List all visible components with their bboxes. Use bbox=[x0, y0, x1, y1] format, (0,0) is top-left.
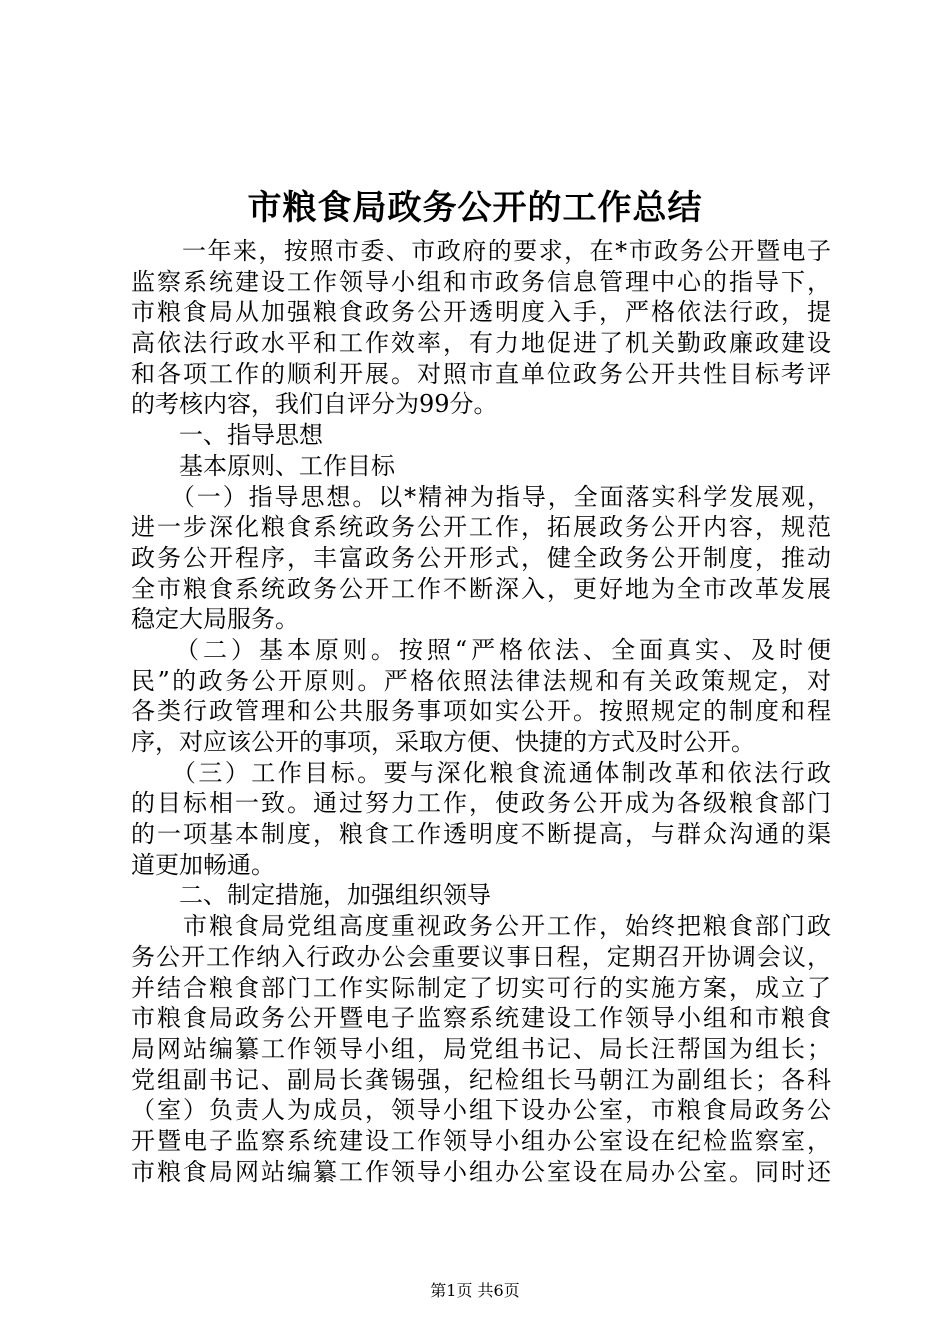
text-line: 局网站编纂工作领导小组，局党组书记、局长汪帮国为组长； bbox=[131, 1034, 831, 1063]
text-line: 并结合粮食部门工作实际制定了切实可行的实施方案，成立了 bbox=[131, 973, 831, 1002]
text-line: 的一项基本制度，粮食工作透明度不断提高，与群众沟通的渠 bbox=[131, 820, 831, 849]
text-line: 基本原则、工作目标 bbox=[131, 451, 395, 480]
text-line: 和各项工作的顺利开展。对照市直单位政务公开共性目标考评 bbox=[131, 359, 831, 388]
text-line: 序，对应该公开的事项，采取方便、快捷的方式及时公开。 bbox=[131, 728, 755, 756]
text-line: 进一步深化粮食系统政务公开工作，拓展政务公开内容，规范 bbox=[131, 513, 831, 542]
text-line: （三）工作目标。要与深化粮食流通体制改革和依法行政 bbox=[131, 758, 831, 787]
text-line: 务公开工作纳入行政办公会重要议事日程，定期召开协调会议， bbox=[131, 942, 831, 971]
text-line: 道更加畅通。 bbox=[131, 850, 275, 879]
text-line: 党组副书记、副局长龚锡强，纪检组长马朝江为副组长；各科 bbox=[131, 1065, 831, 1094]
text-line: 一年来，按照市委、市政府的要求，在*市政务公开暨电子 bbox=[131, 237, 831, 265]
text-line: （一）指导思想。以*精神为指导，全面落实科学发展观， bbox=[131, 482, 831, 511]
text-line: 的考核内容，我们自评分为99分。 bbox=[131, 390, 498, 419]
text-line: （室）负责人为成员，领导小组下设办公室，市粮食局政务公 bbox=[131, 1096, 831, 1125]
text-line: 政务公开程序，丰富政务公开形式，健全政务公开制度，推动 bbox=[131, 543, 831, 572]
text-line: （二）基本原则。按照“严格依法、全面真实、及时便 bbox=[131, 635, 831, 664]
text-line: 监察系统建设工作领导小组和市政务信息管理中心的指导下， bbox=[131, 267, 831, 296]
document-title: 市粮食局政务公开的工作总结 bbox=[247, 188, 703, 228]
text-line: 二、制定措施，加强组织领导 bbox=[131, 881, 491, 910]
text-line: 市粮食局政务公开暨电子监察系统建设工作领导小组和市粮食 bbox=[131, 1004, 831, 1033]
text-line: 全市粮食系统政务公开工作不断深入，更好地为全市改革发展 bbox=[131, 574, 831, 603]
document-body bbox=[131, 236, 831, 1187]
page-footer: 第1页 共6页 bbox=[430, 1281, 520, 1300]
text-line: 市粮食局网站编纂工作领导小组办公室设在局办公室。同时还 bbox=[131, 1157, 831, 1186]
text-line: 的目标相一致。通过努力工作，使政务公开成为各级粮食部门 bbox=[131, 789, 831, 818]
text-line: 市粮食局党组高度重视政务公开工作，始终把粮食部门政 bbox=[131, 912, 831, 941]
text-line: 各类行政管理和公共服务事项如实公开。按照规定的制度和程 bbox=[131, 697, 831, 726]
text-line: 民”的政务公开原则。严格依照法律法规和有关政策规定，对 bbox=[131, 666, 831, 695]
text-line: 高依法行政水平和工作效率，有力地促进了机关勤政廉政建设 bbox=[131, 329, 831, 358]
text-line: 市粮食局从加强粮食政务公开透明度入手，严格依法行政，提 bbox=[131, 298, 831, 327]
text-line: 开暨电子监察系统建设工作领导小组办公室设在纪检监察室， bbox=[131, 1126, 831, 1155]
text-line: 稳定大局服务。 bbox=[131, 605, 299, 634]
text-line: 一、指导思想 bbox=[131, 421, 323, 450]
